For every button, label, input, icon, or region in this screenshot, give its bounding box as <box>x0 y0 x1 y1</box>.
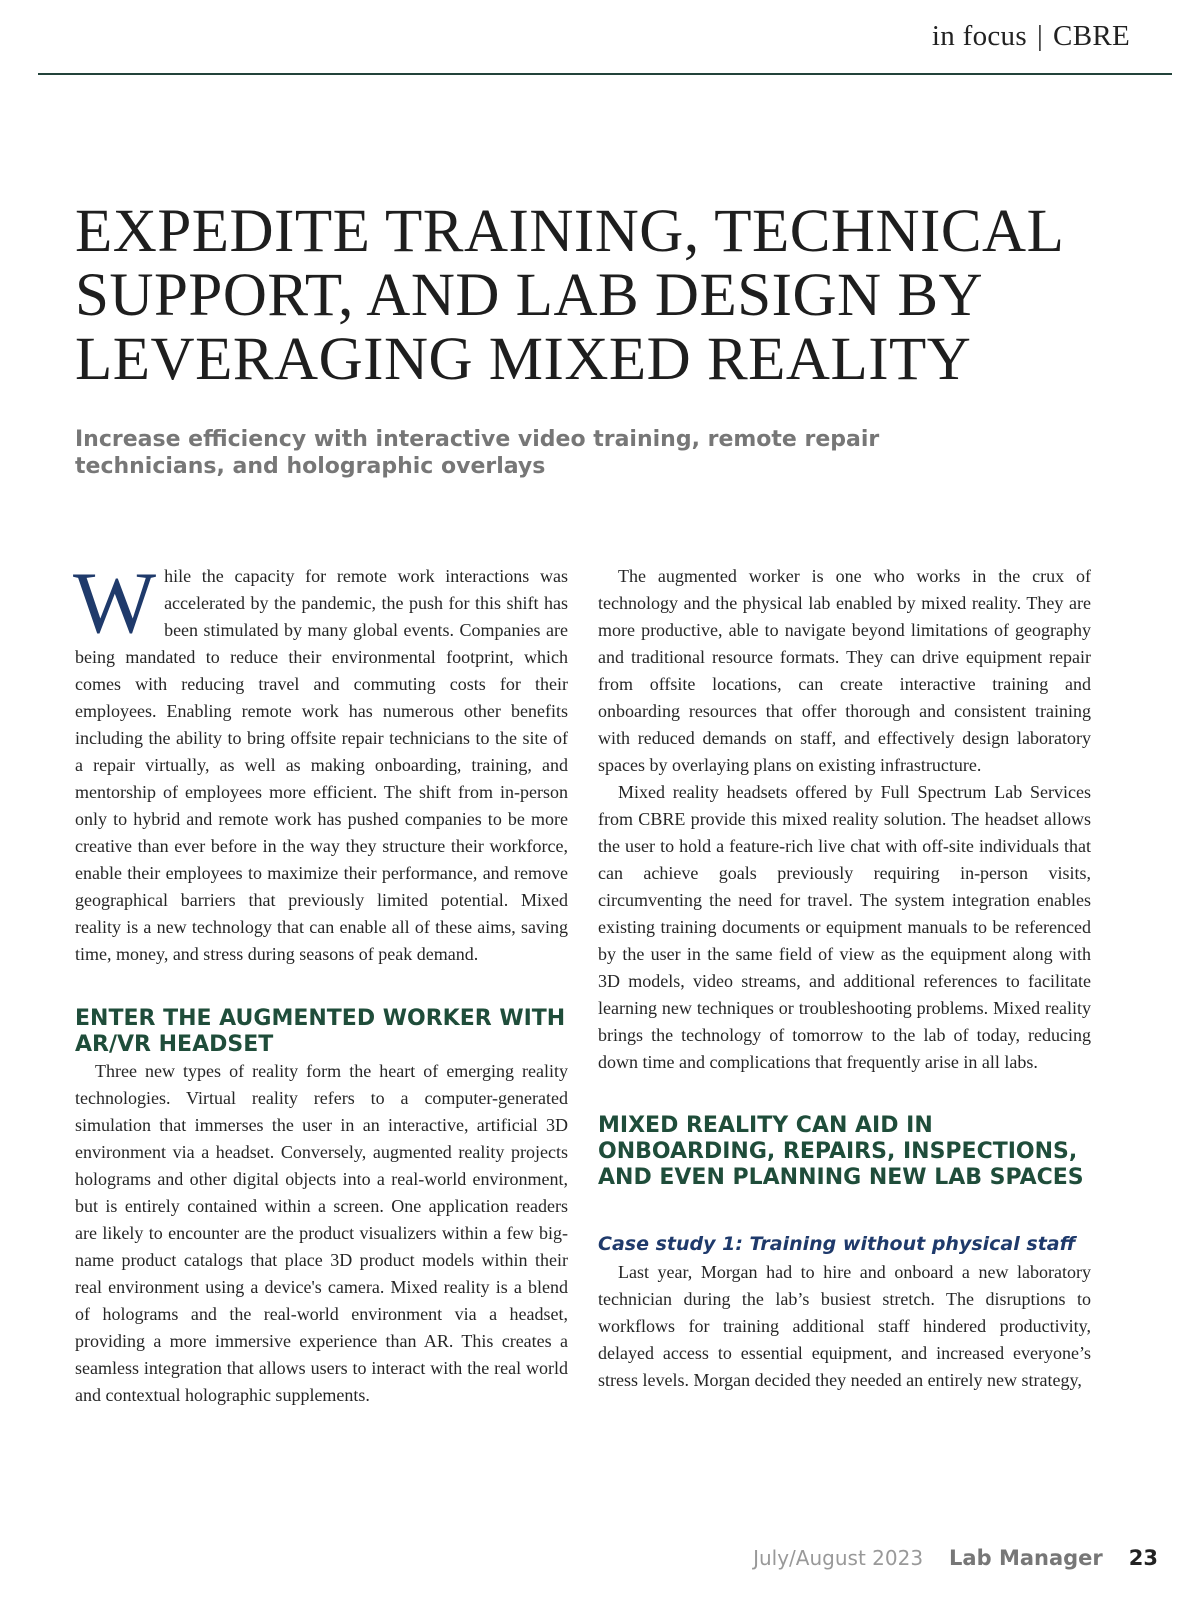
sponsor-label: CBRE <box>1053 20 1130 52</box>
section-heading-augmented-worker: ENTER THE AUGMENTED WORKER WITH AR/VR HEADSET <box>75 1006 566 1057</box>
section-tag <box>932 20 1130 53</box>
intro-text: hile the capacity for remote work interactions was accelerated by the pandemic, the push for this shift has been stimulated by many global events. Companies are being mandated to reduce their environmental footprint, which comes with reducing travel and commuting costs for their employees. Enabling remote work has numerous other benefits including the ability to bring offsite repair technicians to the site of a repair virtually, as well as making onboarding, training, and mentorship of employees more efficient. The shift from in-person only to hybrid and remote work has pushed companies to be more creative than ever before in the way they structure their workforce, enable their employees to maximize their performance, and remove geographical barriers that previously limited potential. Mixed reality is a new technology that can enable all of these aims, saving time, money, and stress during seasons of peak demand. <box>75 566 568 964</box>
body-paragraph: Three new types of reality form the heart of emerging reality technologies. Virtual reality refers to a computer-generated simulation that immerses the user in an interactive, artificial 3D environment via a headset. Conversely, augmented reality projects holograms and other digital objects into a real-world environment, but is entirely contained within a screen. One application readers are likely to encounter are the product visualizers within a few big-name product catalogs that place 3D product models within their real environment using a device's camera. Mixed reality is a blend of holograms and the real-world environment via a headset, providing a more immersive experience than AR. This creates a seamless integration that allows users to interact with the real world and contextual holographic supplements. <box>75 1061 568 1405</box>
section-heading-mixed-reality: MIXED REALITY CAN AID IN ONBOARDING, REPAIRS, INSPECTIONS, AND EVEN PLANNING NEW LAB SPACES <box>598 1113 1084 1190</box>
page-footer <box>753 1546 1158 1570</box>
issue-date: July/August 2023 <box>753 1546 924 1570</box>
body-paragraph: Last year, Morgan had to hire and onboard a new laboratory technician during the lab’s busiest stretch. The disruptions to workflows for training additional staff hindered productivity, delayed access to essential equipment, and increased everyone’s stress levels. Morgan decided they needed an entirely new strategy, <box>598 1262 1091 1390</box>
body-paragraph: Mixed reality headsets offered by Full Spectrum Lab Services from CBRE provide this mixed reality solution. The headset allows the user to hold a feature-rich live chat with off-site individuals that can achieve goals previously requiring in-person visits, circumventing the need for travel. The system integration enables existing training documents or equipment manuals to be referenced by the user in the same field of view as the equipment along with 3D models, video streams, and additional references to facilitate learning new techniques or troubleshooting problems. Mixed reality brings the technology of tomorrow to the lab of today, reducing down time and complications that frequently arise in all labs. <box>598 782 1091 1072</box>
page-number: 23 <box>1128 1546 1158 1570</box>
intro-paragraph <box>73 555 568 968</box>
right-column <box>598 563 1091 1394</box>
article-subtitle: Increase efficiency with interactive video training, remote repair technicians, and holographic overlays <box>75 427 880 479</box>
section-separator: | <box>1036 20 1044 52</box>
publication-name: Lab Manager <box>949 1546 1103 1570</box>
article-title: EXPEDITE TRAINING, TECHNICAL SUPPORT, AND LAB DESIGN BY LEVERAGING MIXED REALITY <box>75 198 1063 393</box>
case-study-heading: Case study 1: Training without physical staff <box>598 1233 1076 1255</box>
section-label: in focus <box>931 20 1027 52</box>
body-paragraph: The augmented worker is one who works in the crux of technology and the physical lab enabled by mixed reality. They are more productive, able to navigate beyond limitations of geography and traditional resource formats. They can drive equipment repair from offsite locations, can create interactive training and onboarding resources that offer thorough and consistent training with reduced demands on staff, and effectively design laboratory spaces by overlaying plans on existing infrastructure. <box>598 566 1091 775</box>
header-divider <box>38 73 1172 75</box>
left-column <box>73 555 568 1409</box>
drop-cap: W <box>73 555 157 652</box>
